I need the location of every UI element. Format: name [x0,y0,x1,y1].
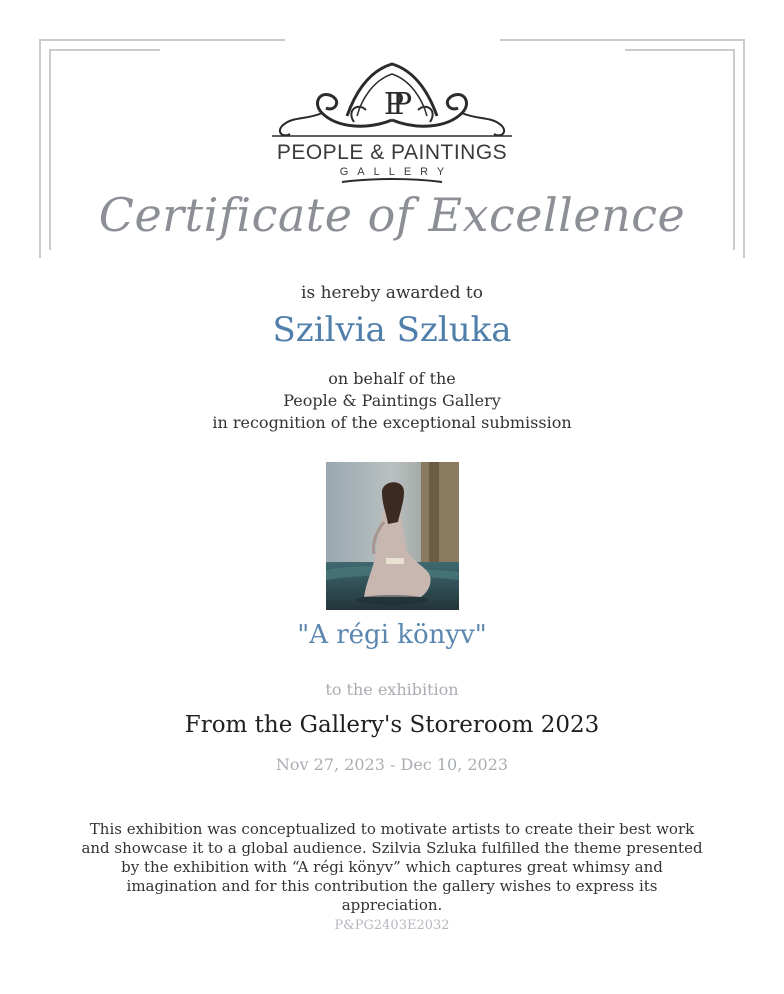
certificate-title: Certificate of Excellence [98,188,686,242]
recipient-name: Szilvia Szluka [272,310,512,350]
artwork-image [326,462,459,610]
behalf-line: People & Paintings Gallery [283,391,501,410]
behalf-text [0,368,784,434]
certificate-code: P&PG2403E2032 [334,918,450,933]
exhibition-name: From the Gallery's Storeroom 2023 [184,712,600,738]
behalf-line: on behalf of the [328,369,456,388]
description-paragraph: This exhibition was conceptualized to motivate artists to create their best work and showcase it to a global audience. Szilvia Szluka fulfilled the theme presented by the exhibition with “A régi könyv” which captures great whimsy and imagination and for this contribution the gallery wishes to express its appreciation. [81,820,703,914]
behalf-line: in recognition of the exceptional submission [212,413,572,432]
to-exhibition-text: to the exhibition [325,680,459,699]
exhibition-dates: Nov 27, 2023 - Dec 10, 2023 [275,755,509,774]
brand-subtitle: GALLERY [339,166,454,178]
awarded-text: is hereby awarded to [301,283,483,303]
artwork-title: "A régi könyv" [297,620,487,650]
brand-name: PEOPLE & PAINTINGS [276,141,508,164]
logo-monogram: PP [383,87,401,122]
